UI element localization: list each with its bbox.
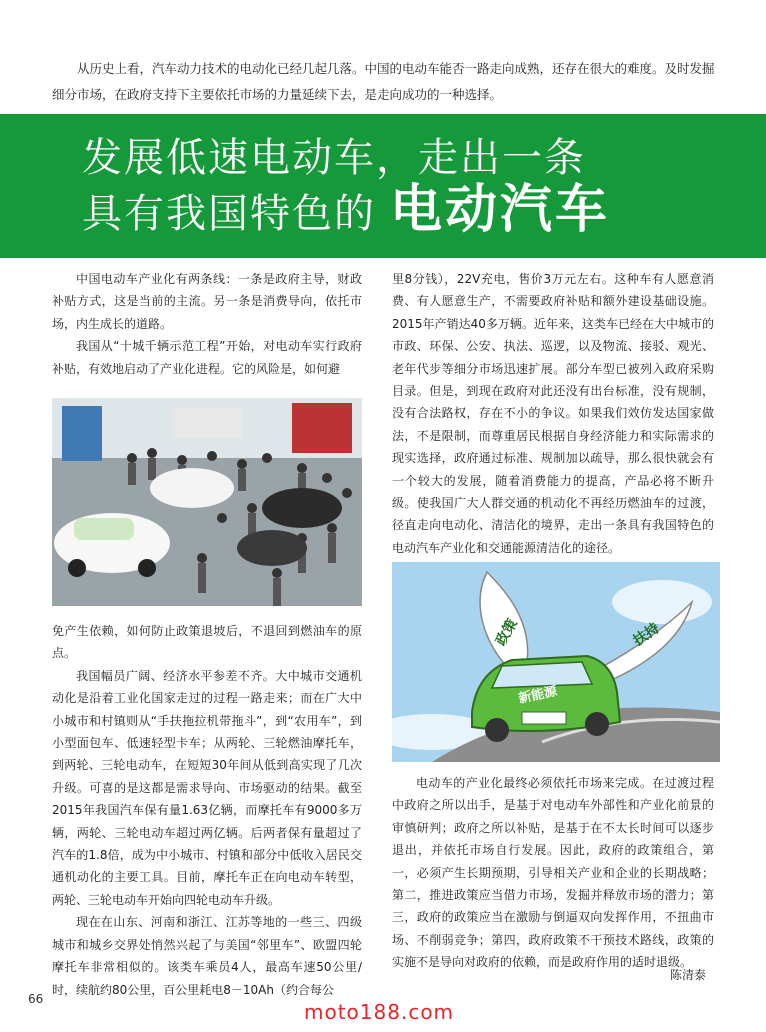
column1-top [52, 268, 362, 380]
paragraph-continued: 免产生依赖，如何防止政策退坡后，不退回到燃油车的原点。 [52, 624, 362, 661]
paragraph: 中国电动车产业化有两条线：一条是政府主导，财政补贴方式，这是当前的主流。另一条是消费导向，依托市场，内生成长的道路。 [52, 272, 362, 331]
paragraph-continued: 里8分钱），22V充电，售价3万元左右。这种车有人愿意消费、有人愿意生产，不需要政府补贴和额外建设基础设施。2015年产销达40多万辆。近年来，这类车已经在大中城市的市政、环保、公安、执法、巡逻，以及物流、接驳、观光、老年代步等细分市场迅速扩展。部分车型已被列入政府采购目录。但是，到现在政府对此还没有出台标准，没有规制，没有合法路权，存在不小的争议。如果我们效仿发达国家做法，不是限制，而尊重居民根据自身经济能力和实际需求的现实选择，政府通过标准、规制加以疏导，那么很快就会有一个较大的发展，随着消费能力的提高，产品必将不断升级。使我国广大人群交通的机动化不再经历燃油车的过渡，径直走向电动化、清洁化的境界，走出一条具有我国特色的电动汽车产业化和交通能源清洁化的途径。 [392, 272, 714, 555]
paragraph: 现在在山东、河南和浙江、江苏等地的一些三、四级城市和城乡交界处悄然兴起了与美国“邻里车”、欧盟四轮摩托车非常相似的。该类车乘员4人，最高车速50公里/时，续航约80公里，百公里耗电8－10Ah（约合每公 [52, 915, 362, 997]
exhibition-photo-drawing [52, 398, 362, 606]
page-number: 66 [28, 992, 44, 1006]
paragraph: 我国幅员广阔、经济水平参差不齐。大中城市交通机动化是沿着工业化国家走过的过程一路走来；而在广大中小城市和村镇则从“手扶拖拉机带拖斗”，到“农用车”，到小型面包车、低速轻型卡车；从两轮、三轮燃油摩托车，到两轮、三轮电动车，在短短30年间从低到高实现了几次升级。可喜的是这都是需求导向、市场驱动的结果。截至2015年我国汽车保有量1.63亿辆，而摩托车有9000多万辆，两轮、三轮电动车超过两亿辆。后两者保有量超过了汽车的1.8倍，成为中小城市、村镇和部分中低收入居民交通机动化的主要工具。目前，摩托车正在向电动车转型，两轮、三轮电动车开始向四轮电动车升级。 [52, 668, 362, 907]
policy-car-drawing [392, 562, 720, 762]
column2-top [392, 268, 714, 559]
column2-bottom [392, 772, 714, 974]
headline-line2-text: 具有我国特色的 [82, 191, 376, 237]
policy-car-cartoon [392, 562, 720, 762]
exhibition-photo [52, 398, 362, 606]
author-signature: 陈清泰 [669, 968, 706, 982]
paragraph: 电动车的产业化最终必须依托市场来完成。在过渡过程中政府之所以出手，是基于对电动车外部性和产业化前景的审慎研判；政府之所以补贴，是基于在不太长时间可以逐步退出，并依托市场自行发展。因此，政府的政策组合，第一，必须产生长期预期，引导相关产业和企业的长期战略；第二，推进政策应当借力市场，发掘并释放市场的潜力；第三，政府的政策应当在激励与倒逼双向发挥作用，不扭曲市场、不削弱竞争；第四，政府政策不干预技术路线，政策的实施不是导向对政府的依赖，而是政府作用的适时退级。 [392, 776, 714, 970]
paragraph: 我国从“十城千辆示范工程”开始，对电动车实行政府补贴，有效地启动了产业化进程。它的风险是，如何避 [52, 339, 362, 376]
car-label: 新能源 [517, 684, 559, 707]
intro-paragraph: 从历史上看，汽车动力技术的电动化已经几起几落。中国的电动车能否一路走向成熟，还存在很大的难度。及时发掘细分市场，在政府支持下主要依托市场的力量延续下去，是走向成功的一种选择。 [52, 61, 715, 102]
headline-line1: 发展低速电动车，走出一条 [82, 135, 586, 181]
headline-banner [0, 114, 766, 258]
wing-label-left: 政策 [492, 616, 521, 649]
wing-label-right: 扶持 [630, 620, 663, 650]
headline-emphasis: 电动汽车 [390, 180, 611, 240]
watermark: moto188.com [304, 1000, 455, 1024]
column1-bottom [52, 620, 362, 1001]
headline-line2 [82, 180, 611, 240]
